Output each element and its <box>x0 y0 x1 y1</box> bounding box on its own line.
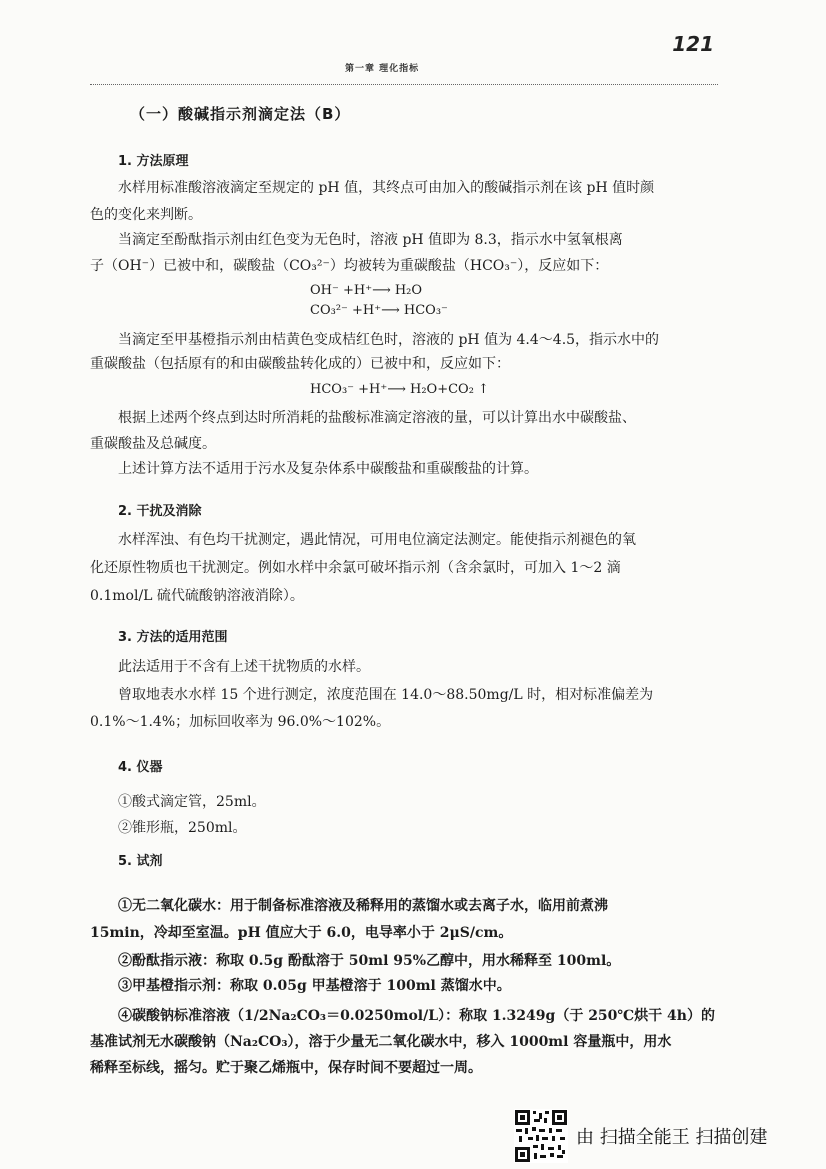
interference-line: 0.1mol/L 硫代硫酸钠溶液消除）。 <box>90 588 304 604</box>
reagent-line: ①无二氧化碳水：用于制备标准溶液及稀释用的蒸馏水或去离子水，临用前煮沸 <box>118 898 608 914</box>
principle-line: 水样用标准酸溶液滴定至规定的 pH 值，其终点可由加入的酸碱指示剂在该 pH 值时颜 <box>118 180 655 196</box>
reagent-line: 15min，冷却至室温。pH 值应大于 6.0，电导率小于 2μS/cm。 <box>90 925 513 941</box>
reagent-line: ③甲基橙指示剂：称取 0.05g 甲基橙溶于 100ml 蒸馏水中。 <box>118 978 511 994</box>
section-title: （一）酸碱指示剂滴定法（B） <box>130 105 351 123</box>
interference-line: 水样浑浊、有色均干扰测定，遇此情况，可用电位滴定法测定。能使指示剂褪色的氧 <box>118 532 636 548</box>
principle-line: 当滴定至酚酞指示剂由红色变为无色时，溶液 pH 值即为 8.3，指示水中氢氧根离 <box>118 232 623 248</box>
page-number: 121 <box>672 32 714 56</box>
equation-3: HCO₃⁻ +H⁺⟶ H₂O+CO₂ ↑ <box>310 382 489 397</box>
principle-line: 子（OH⁻）已被中和，碳酸盐（CO₃²⁻）均被转为重碳酸盐（HCO₃⁻），反应如下： <box>90 258 609 274</box>
instrument-item: ②锥形瓶，250ml。 <box>118 820 247 836</box>
reagent-line: ②酚酞指示液：称取 0.5g 酚酞溶于 50ml 95%乙醇中，用水稀释至 100ml。 <box>118 953 621 969</box>
scope-line: 此法适用于不含有上述干扰物质的水样。 <box>118 659 370 675</box>
running-head: 第一章 理化指标 <box>345 64 420 74</box>
principle-line: 色的变化来判断。 <box>90 207 202 223</box>
scope-line: 0.1%～1.4%；加标回收率为 96.0%～102%。 <box>90 714 391 730</box>
reagents-heading: 5. 试剂 <box>118 854 163 869</box>
principle-line: 重碳酸盐及总碱度。 <box>90 436 216 452</box>
instrument-item: ①酸式滴定管，25ml。 <box>118 794 266 810</box>
principle-line: 上述计算方法不适用于污水及复杂体系中碳酸盐和重碳酸盐的计算。 <box>118 461 538 477</box>
interference-heading: 2. 干扰及消除 <box>118 504 202 519</box>
equation-2: CO₃²⁻ +H⁺⟶ HCO₃⁻ <box>310 303 448 318</box>
reagent-line: ④碳酸钠标准溶液（1/2Na₂CO₃＝0.0250mol/L）：称取 1.3249g（于 250℃烘干 4h）的 <box>118 1008 715 1024</box>
reagent-line: 基准试剂无水碳酸钠（Na₂CO₃），溶于少量无二氧化碳水中，移入 1000ml 容量瓶中，用水 <box>90 1034 672 1050</box>
watermark-text: 由 扫描全能王 扫描创建 <box>576 1127 768 1148</box>
principle-line: 根据上述两个终点到达时所消耗的盐酸标准滴定溶液的量，可以计算出水中碳酸盐、 <box>118 410 636 426</box>
scanner-watermark <box>512 1109 812 1159</box>
equation-1: OH⁻ +H⁺⟶ H₂O <box>310 283 423 298</box>
principle-heading: 1. 方法原理 <box>118 154 189 169</box>
interference-line: 化还原性物质也干扰测定。例如水样中余氯可破坏指示剂（含余氯时，可加入 1～2 滴 <box>90 560 621 576</box>
reagent-line: 稀释至标线，摇匀。贮于聚乙烯瓶中，保存时间不要超过一周。 <box>90 1060 482 1076</box>
qr-code-icon <box>514 1109 568 1163</box>
scope-line: 曾取地表水水样 15 个进行测定，浓度范围在 14.0～88.50mg/L 时，相对标准偏差为 <box>118 687 654 703</box>
principle-line: 当滴定至甲基橙指示剂由桔黄色变成桔红色时，溶液的 pH 值为 4.4～4.5，指示水中的 <box>118 332 660 348</box>
scope-heading: 3. 方法的适用范围 <box>118 630 228 645</box>
principle-line: 重碳酸盐（包括原有的和由碳酸盐转化成的）已被中和，反应如下： <box>90 356 510 372</box>
header-rule <box>90 84 718 85</box>
instruments-heading: 4. 仪器 <box>118 760 163 775</box>
